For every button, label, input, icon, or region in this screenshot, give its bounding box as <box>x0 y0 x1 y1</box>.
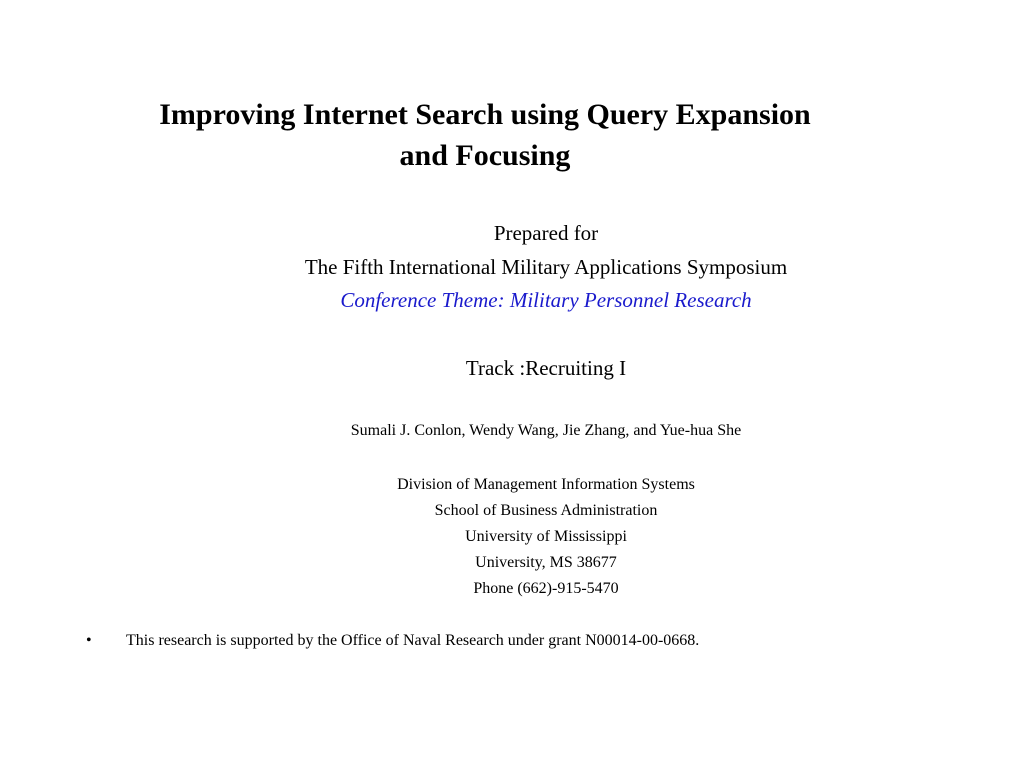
conference-theme: Conference Theme: Military Personnel Research <box>340 288 752 312</box>
author-list: Sumali J. Conlon, Wendy Wang, Jie Zhang, and Yue-hua She <box>350 422 742 439</box>
prepared-for-label: Prepared for <box>493 221 599 245</box>
track-label: Track :Recruiting I <box>465 356 627 380</box>
slide-title-line-1: Improving Internet Search using Query Expansion <box>159 98 811 131</box>
affiliation-block <box>46 472 1024 602</box>
slide-title <box>100 94 870 176</box>
funding-footnote <box>86 630 699 652</box>
bullet-marker: • <box>86 632 92 649</box>
slide-title-line-2: and Focusing <box>399 139 571 172</box>
affiliation-university: University of Mississippi <box>465 528 627 545</box>
funding-footnote-text: This research is supported by the Office of Naval Research under grant N00014-00-0668. <box>126 632 700 649</box>
affiliation-address: University, MS 38677 <box>475 554 617 571</box>
affiliation-phone: Phone (662)-915-5470 <box>473 580 619 597</box>
symposium-name: The Fifth International Military Applications Symposium <box>304 255 788 279</box>
affiliation-school: School of Business Administration <box>434 502 658 519</box>
affiliation-division: Division of Management Information Systems <box>397 476 695 493</box>
